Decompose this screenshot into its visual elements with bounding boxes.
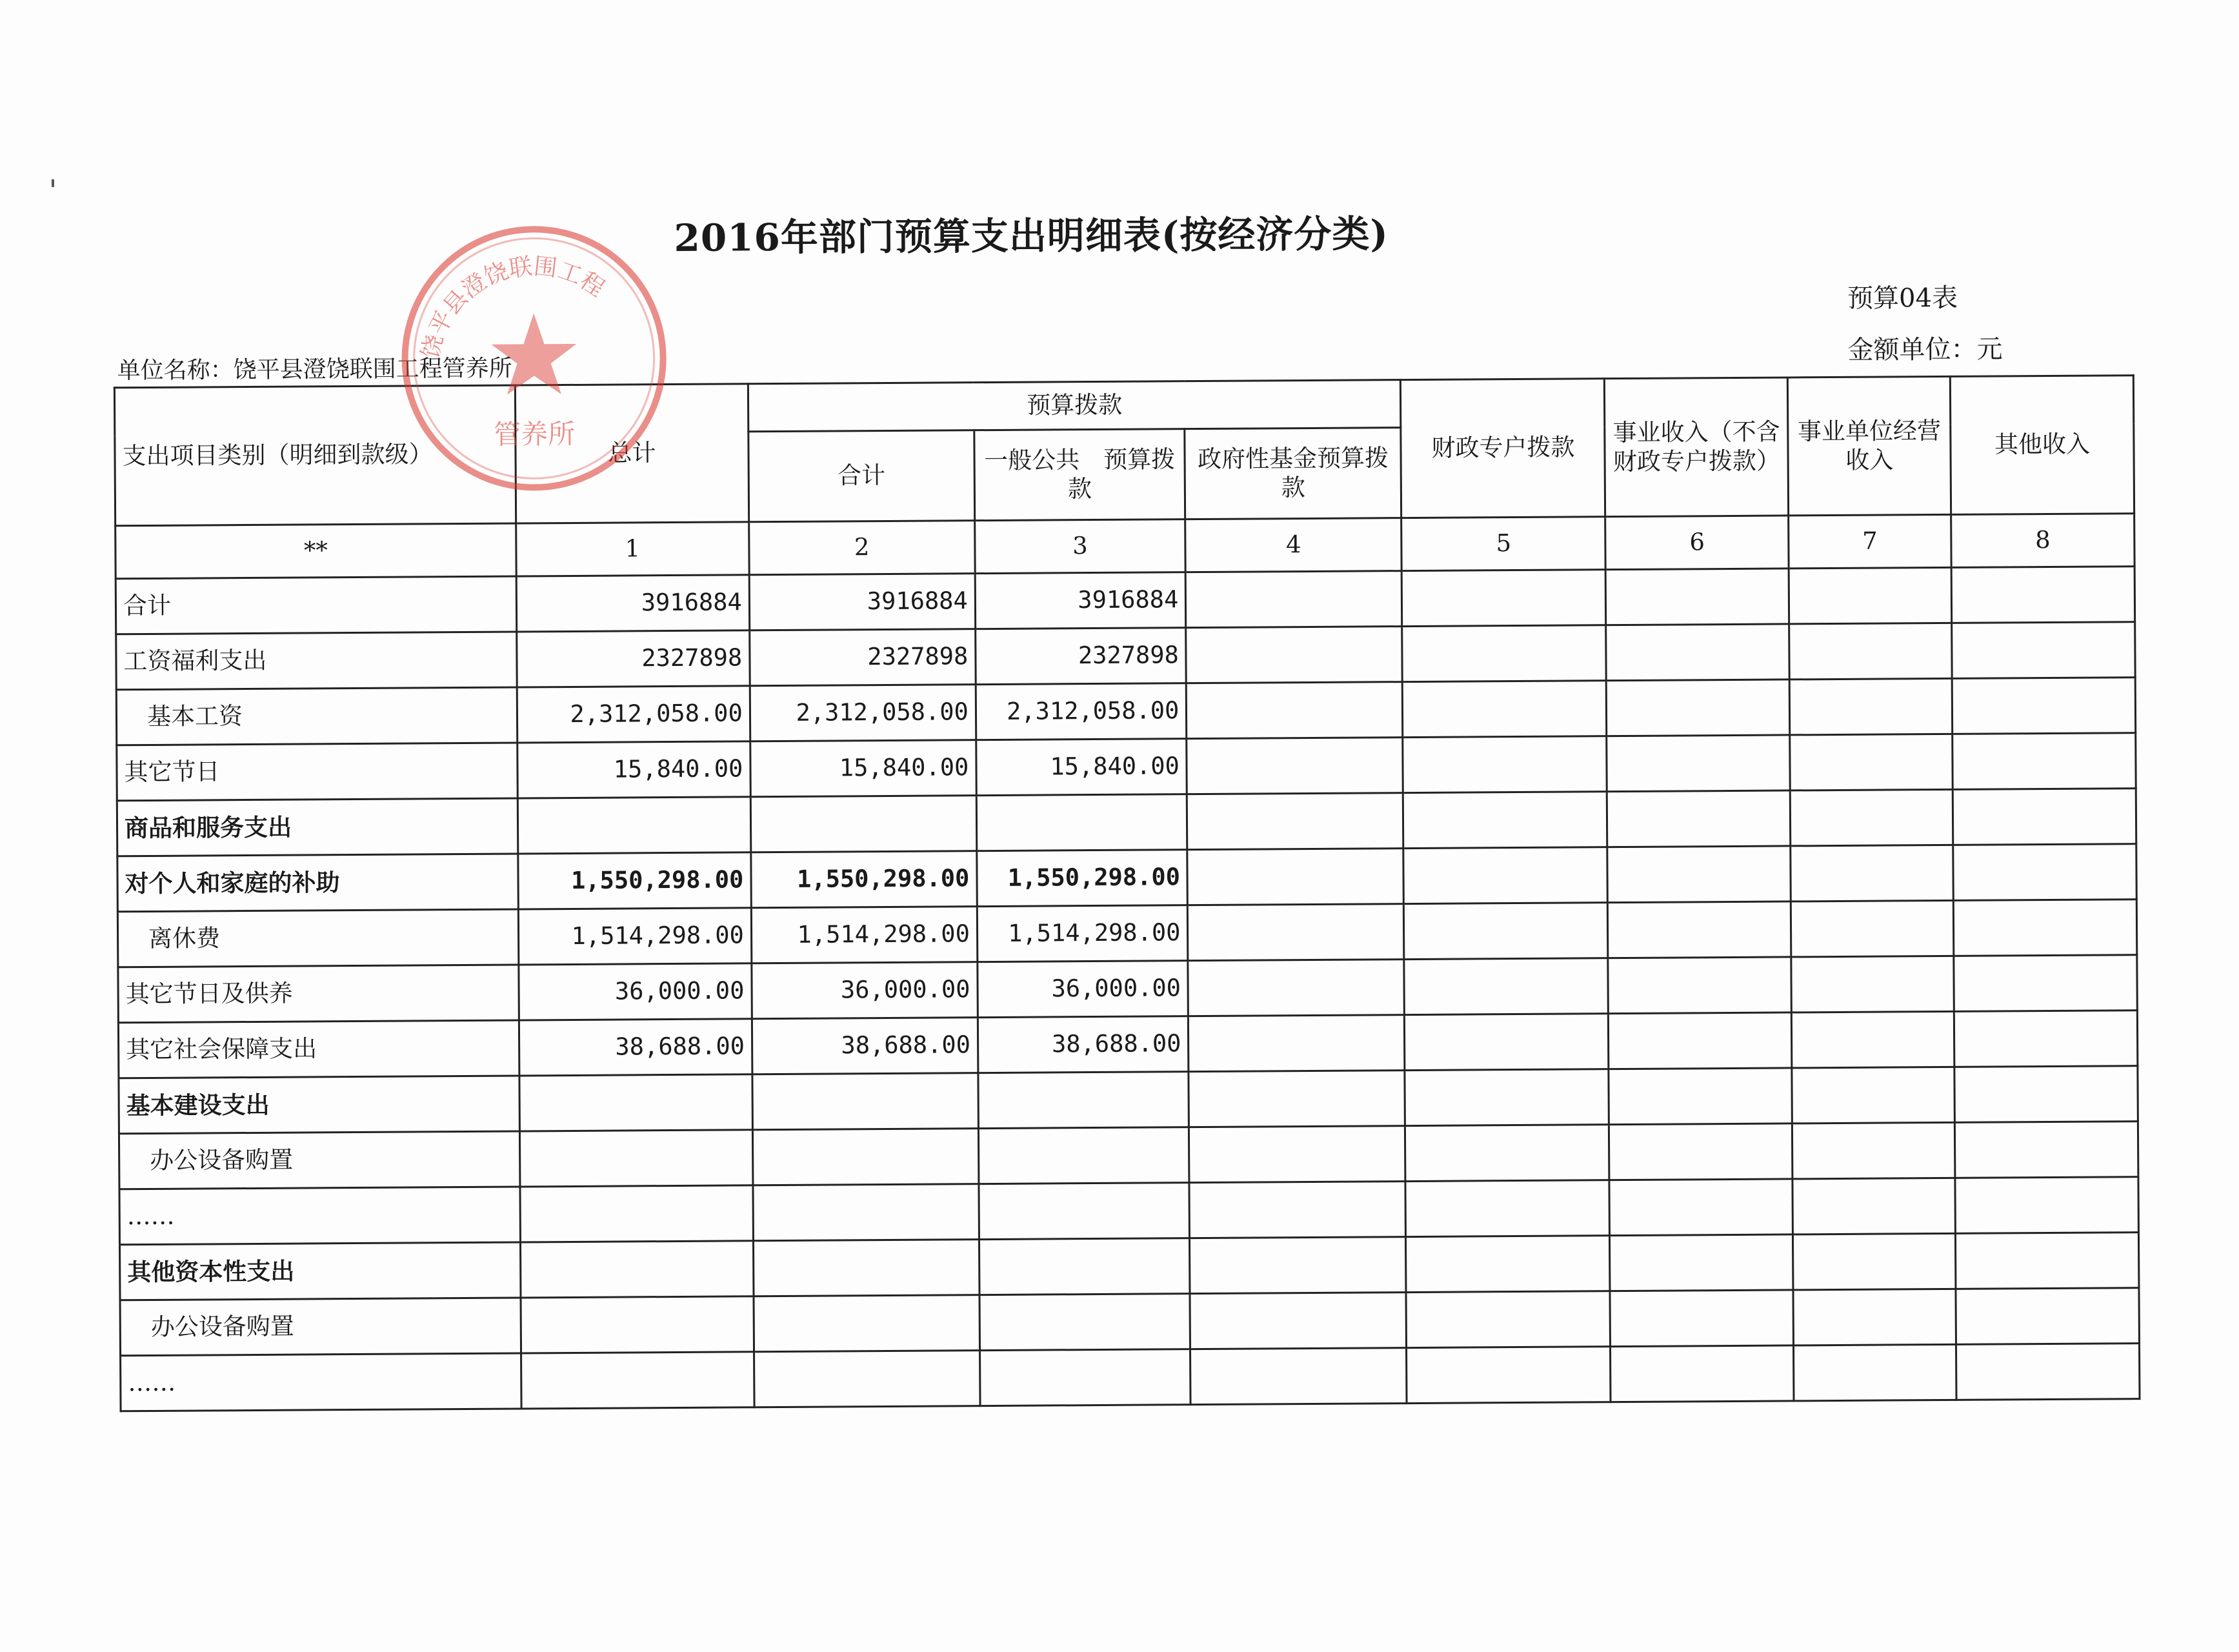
fiscal-special-cell <box>1403 736 1607 793</box>
gov-fund-cell <box>1188 904 1405 961</box>
total-cell: 1,514,298.00 <box>518 908 751 965</box>
total-cell: 1,550,298.00 <box>518 852 751 909</box>
header-budget-group: 预算拨款 <box>748 380 1401 432</box>
svg-text:管养所: 管养所 <box>494 418 576 450</box>
fiscal-special-cell <box>1405 1125 1609 1182</box>
other-income-cell <box>1953 789 2136 845</box>
fiscal-special-cell <box>1407 1347 1611 1404</box>
general-public-cell: 1,550,298.00 <box>977 850 1188 907</box>
general-public-cell: 2327898 <box>976 628 1187 685</box>
header-other-income: 其他收入 <box>1950 376 2134 515</box>
total-cell: 15,840.00 <box>517 741 750 798</box>
header-business-income: 事业收入（不含财政专户拨款） <box>1605 378 1789 517</box>
business-income-cell <box>1607 680 1790 736</box>
general-public-cell: 38,688.00 <box>978 1016 1189 1073</box>
operating-income-cell <box>1789 678 1952 735</box>
business-income-cell <box>1608 902 1791 958</box>
table-body <box>115 567 2140 1411</box>
scan-speck <box>52 179 54 187</box>
operating-income-cell <box>1792 1011 1954 1068</box>
operating-income-cell <box>1789 623 1952 680</box>
business-income-cell <box>1605 569 1789 625</box>
business-income-cell <box>1611 1345 1794 1402</box>
index-cell: 1 <box>516 522 749 576</box>
subtotal-cell: 3916884 <box>749 574 976 630</box>
total-cell: 36,000.00 <box>519 963 752 1020</box>
other-income-cell <box>1953 733 2136 790</box>
gov-fund-cell <box>1188 960 1405 1016</box>
total-cell <box>520 1130 753 1187</box>
other-income-cell <box>1952 678 2135 734</box>
row-label: 对个人和家庭的补助 <box>117 854 519 912</box>
other-income-cell <box>1955 1233 2138 1289</box>
general-public-cell: 3916884 <box>975 572 1186 629</box>
gov-fund-cell <box>1187 738 1403 794</box>
gov-fund-cell <box>1189 1071 1405 1127</box>
operating-income-cell <box>1793 1233 1956 1290</box>
fiscal-special-cell <box>1404 958 1608 1015</box>
gov-fund-cell <box>1190 1293 1407 1349</box>
subtotal-cell: 1,514,298.00 <box>751 907 978 963</box>
business-income-cell <box>1609 1179 1792 1236</box>
subtotal-cell <box>752 1129 979 1185</box>
business-income-cell <box>1609 1068 1792 1125</box>
other-income-cell <box>1956 1344 2140 1400</box>
form-number: 预算04表 <box>1847 283 1958 314</box>
operating-income-cell <box>1791 900 1953 957</box>
subtotal-cell <box>752 1073 979 1130</box>
row-label: 办公设备购置 <box>120 1298 521 1356</box>
header-general-public: 一般公共 预算拨款 <box>974 429 1185 521</box>
row-label: 基本工资 <box>116 687 517 745</box>
index-cell: 2 <box>748 521 975 575</box>
row-label: 办公设备购置 <box>119 1131 520 1189</box>
general-public-cell <box>978 1072 1189 1129</box>
index-cell: 6 <box>1605 516 1789 570</box>
general-public-cell <box>979 1183 1190 1240</box>
fiscal-special-cell <box>1405 1180 1609 1237</box>
row-label: 工资福利支出 <box>116 632 517 690</box>
gov-fund-cell <box>1189 1182 1406 1238</box>
index-cell: 4 <box>1185 518 1402 572</box>
unit-name: 单位名称：饶平县澄饶联围工程管养所 <box>117 355 512 385</box>
other-income-cell <box>1956 1288 2139 1345</box>
subtotal-cell <box>753 1184 979 1241</box>
total-cell <box>521 1352 754 1409</box>
page-title: 2016年部门预算支出明细表(按经济分类) <box>674 212 1389 260</box>
total-cell <box>520 1185 753 1242</box>
header-fiscal-special: 财政专户拨款 <box>1401 379 1605 518</box>
total-cell: 2,312,058.00 <box>517 686 750 743</box>
general-public-cell <box>979 1238 1190 1295</box>
total-cell <box>521 1241 754 1298</box>
operating-income-cell <box>1794 1344 1956 1401</box>
total-cell: 3916884 <box>516 575 749 632</box>
row-label: 其他资本性支出 <box>119 1242 521 1300</box>
budget-table <box>114 374 2141 1412</box>
other-income-cell <box>1954 1066 2138 1123</box>
fiscal-special-cell <box>1403 681 1607 738</box>
row-label: 其它节日 <box>117 743 518 801</box>
gov-fund-cell <box>1190 1348 1407 1405</box>
other-income-cell <box>1954 955 2137 1012</box>
subtotal-cell: 36,000.00 <box>752 962 978 1019</box>
fiscal-special-cell <box>1403 847 1607 904</box>
fiscal-special-cell <box>1402 570 1606 627</box>
total-cell <box>521 1296 754 1353</box>
business-income-cell <box>1607 846 1791 903</box>
amount-unit-label: 金额单位：元 <box>1847 334 2003 365</box>
other-income-cell <box>1954 1122 2138 1178</box>
fiscal-special-cell <box>1403 792 1607 849</box>
other-income-cell <box>1955 1177 2138 1234</box>
svg-text:饶平县澄饶联围工程: 饶平县澄饶联围工程 <box>417 253 610 361</box>
gov-fund-cell <box>1186 571 1403 628</box>
general-public-cell <box>979 1294 1190 1351</box>
index-cell: 8 <box>1951 514 2134 568</box>
subtotal-cell: 1,550,298.00 <box>751 851 978 908</box>
general-public-cell: 15,840.00 <box>976 739 1187 796</box>
index-cell: 3 <box>974 519 1185 574</box>
subtotal-cell <box>753 1240 979 1296</box>
operating-income-cell <box>1793 1289 1956 1345</box>
fiscal-special-cell <box>1404 903 1608 960</box>
business-income-cell <box>1609 1123 1792 1180</box>
gov-fund-cell <box>1186 627 1403 683</box>
row-label: …… <box>119 1187 521 1245</box>
gov-fund-cell <box>1187 793 1404 850</box>
operating-income-cell <box>1789 567 1951 624</box>
business-income-cell <box>1607 791 1791 847</box>
header-category: 支出项目类别（明细到款级） <box>114 385 516 526</box>
general-public-cell <box>978 1127 1189 1184</box>
total-cell: 38,688.00 <box>519 1019 752 1076</box>
fiscal-special-cell <box>1405 1069 1609 1126</box>
header-gov-fund: 政府性基金预算拨款 <box>1185 428 1401 519</box>
business-income-cell <box>1607 735 1790 792</box>
subtotal-cell <box>754 1295 980 1352</box>
other-income-cell <box>1951 567 2134 623</box>
index-cell: 5 <box>1401 517 1605 571</box>
general-public-cell <box>976 794 1187 851</box>
other-income-cell <box>1953 900 2136 956</box>
row-label: 合计 <box>115 576 517 634</box>
general-public-cell <box>979 1349 1190 1406</box>
subtotal-cell <box>750 796 977 852</box>
operating-income-cell <box>1790 789 1953 846</box>
header-operating-income: 事业单位经营收入 <box>1788 376 1951 516</box>
row-label: 离休费 <box>117 909 519 967</box>
gov-fund-cell <box>1187 849 1404 905</box>
header-subtotal: 合计 <box>748 430 975 522</box>
operating-income-cell <box>1791 956 1954 1012</box>
operating-income-cell <box>1790 734 1953 791</box>
subtotal-cell: 38,688.00 <box>752 1018 978 1074</box>
total-cell <box>519 1074 752 1131</box>
operating-income-cell <box>1791 845 1953 902</box>
operating-income-cell <box>1792 1122 1955 1179</box>
general-public-cell: 2,312,058.00 <box>976 683 1187 740</box>
row-label: 其它社会保障支出 <box>118 1020 519 1078</box>
fiscal-special-cell <box>1406 1236 1610 1293</box>
total-cell <box>517 797 750 854</box>
row-label: 其它节日及供养 <box>118 965 519 1023</box>
header-row-1 <box>114 376 2133 436</box>
general-public-cell: 1,514,298.00 <box>977 905 1188 962</box>
other-income-cell <box>1953 844 2136 901</box>
fiscal-special-cell <box>1405 1014 1609 1071</box>
fiscal-special-cell <box>1406 1291 1610 1348</box>
business-income-cell <box>1610 1290 1793 1347</box>
other-income-cell <box>1954 1011 2137 1067</box>
gov-fund-cell <box>1189 1126 1406 1183</box>
operating-income-cell <box>1792 1067 1954 1123</box>
index-cell: ** <box>115 523 517 579</box>
gov-fund-cell <box>1187 682 1403 739</box>
business-income-cell <box>1608 957 1791 1014</box>
operating-income-cell <box>1792 1178 1955 1234</box>
row-label: 基本建设支出 <box>119 1076 520 1134</box>
row-label: 商品和服务支出 <box>117 798 518 856</box>
subtotal-cell: 2,312,058.00 <box>750 685 976 741</box>
business-income-cell <box>1606 624 1789 681</box>
table-row <box>121 1344 2140 1411</box>
index-cell: 7 <box>1789 514 1951 569</box>
subtotal-cell <box>754 1351 980 1407</box>
subtotal-cell: 2327898 <box>749 629 976 686</box>
gov-fund-cell <box>1190 1237 1407 1294</box>
business-income-cell <box>1609 1012 1792 1069</box>
fiscal-special-cell <box>1402 625 1606 682</box>
business-income-cell <box>1610 1234 1793 1291</box>
header-total: 总计 <box>515 384 748 523</box>
general-public-cell: 36,000.00 <box>978 961 1189 1018</box>
total-cell: 2327898 <box>517 630 750 687</box>
row-label: …… <box>121 1353 522 1411</box>
gov-fund-cell <box>1189 1015 1405 1072</box>
subtotal-cell: 15,840.00 <box>750 740 977 797</box>
other-income-cell <box>1952 622 2135 679</box>
